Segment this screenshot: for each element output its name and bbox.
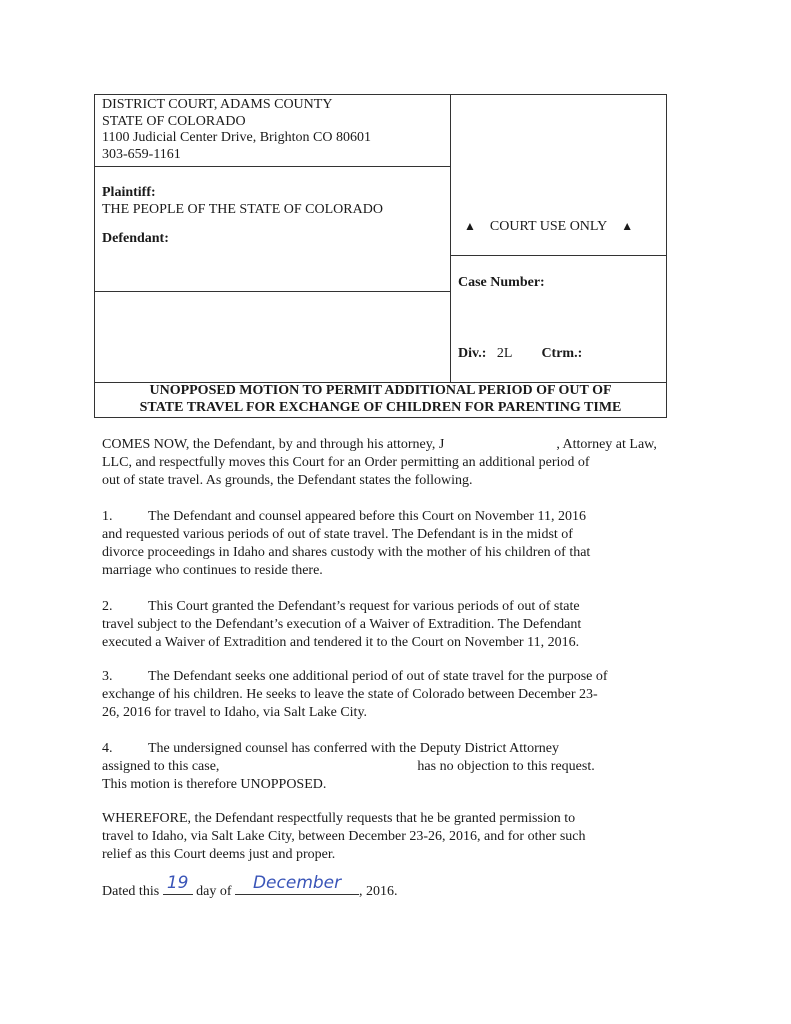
text-line: LLC, and respectfully moves this Court for an Order permitting an additional period of xyxy=(102,455,590,470)
intro-text: , Attorney at Law, xyxy=(556,437,657,452)
plaintiff-name: THE PEOPLE OF THE STATE OF COLORADO xyxy=(102,202,383,217)
handwritten-day: 19 xyxy=(166,873,189,893)
motion-title xyxy=(94,383,667,416)
paragraph-number: 1. xyxy=(102,509,113,524)
text-line: relief as this Court deems just and proper. xyxy=(102,847,336,862)
wherefore-paragraph xyxy=(102,810,662,864)
text-line: and requested various periods of out of state travel. The Defendant is in the midst of xyxy=(102,527,573,542)
court-phone: 303-659-1161 xyxy=(102,146,181,162)
defendant-label: Defendant: xyxy=(102,231,169,246)
caption-divider xyxy=(94,166,450,167)
caption-divider xyxy=(94,291,450,292)
paragraph-number: 2. xyxy=(102,599,113,614)
paragraph-3 xyxy=(102,668,662,722)
ctrm-label: Ctrm.: xyxy=(541,346,583,361)
text-line: exchange of his children. He seeks to leave the state of Colorado between December 23- xyxy=(102,687,598,702)
day-blank xyxy=(163,873,193,895)
intro-paragraph xyxy=(102,436,662,490)
text-line xyxy=(102,508,662,526)
paragraph-4 xyxy=(102,740,662,794)
caption-divider xyxy=(450,94,451,383)
court-state: STATE OF COLORADO xyxy=(102,113,246,129)
paragraph-number: 4. xyxy=(102,741,113,756)
paragraph-text: has no objection to this request. xyxy=(417,759,595,774)
text-line: travel to Idaho, via Salt Lake City, between December 23-26, 2016, and for other such xyxy=(102,829,586,844)
text-line: 26, 2016 for travel to Idaho, via Salt Lake City. xyxy=(102,705,368,720)
paragraph-1 xyxy=(102,508,662,580)
court-name: DISTRICT COURT, ADAMS COUNTY xyxy=(102,97,333,112)
text-line: WHEREFORE, the Defendant respectfully requests that he be granted permission to xyxy=(102,811,576,826)
parties xyxy=(102,184,383,247)
div-value: 2L xyxy=(496,346,512,361)
paragraph-text: The Defendant and counsel appeared before this Court on November 11, 2016 xyxy=(148,509,587,524)
text-line: marriage who continues to reside there. xyxy=(102,563,323,578)
triangle-up-icon: ▲ xyxy=(621,219,634,233)
division-line xyxy=(458,346,582,362)
dated-prefix: Dated this xyxy=(102,884,160,899)
dated-middle: day of xyxy=(196,884,232,899)
case-caption xyxy=(94,94,667,418)
text-line: divorce proceedings in Idaho and shares custody with the mother of his children of that xyxy=(102,545,591,560)
paragraph-number: 3. xyxy=(102,669,113,684)
text-line: executed a Waiver of Extradition and tendered it to the Court on November 11, 2016. xyxy=(102,635,580,650)
paragraph-text: This Court granted the Defendant’s request for various periods of out of state xyxy=(148,599,580,614)
triangle-up-icon: ▲ xyxy=(464,219,476,233)
text-line xyxy=(102,668,662,686)
div-label: Div.: xyxy=(458,346,487,361)
case-number-label: Case Number: xyxy=(458,275,545,290)
text-line xyxy=(102,436,662,454)
plaintiff-label: Plaintiff: xyxy=(102,185,156,200)
text-line: out of state travel. As grounds, the Defendant states the following. xyxy=(102,473,473,488)
text-line xyxy=(102,598,662,616)
paragraph-text: The Defendant seeks one additional period of out of state travel for the purpose of xyxy=(148,669,608,684)
motion-title-line: UNOPPOSED MOTION TO PERMIT ADDITIONAL PERIOD OF OUT OF xyxy=(149,383,612,398)
court-use-only-label: COURT USE ONLY xyxy=(489,219,608,234)
intro-text: COMES NOW, the Defendant, by and through his attorney, J xyxy=(102,437,445,452)
court-info xyxy=(102,97,371,163)
text-line: travel subject to the Defendant’s execution of a Waiver of Extradition. The Defendant xyxy=(102,617,582,632)
paragraph-text: assigned to this case, xyxy=(102,759,220,774)
caption-divider xyxy=(450,255,666,256)
court-use-only xyxy=(464,219,654,235)
dated-line xyxy=(102,873,398,900)
dated-suffix: , 2016. xyxy=(359,884,398,899)
paragraph-text: The undersigned counsel has conferred with the Deputy District Attorney xyxy=(148,741,559,756)
handwritten-month: December xyxy=(252,873,342,893)
text-line: This motion is therefore UNOPPOSED. xyxy=(102,777,327,792)
motion-title-line: STATE TRAVEL FOR EXCHANGE OF CHILDREN FOR PARENTING TIME xyxy=(139,399,622,415)
text-line xyxy=(102,758,662,776)
court-address: 1100 Judicial Center Drive, Brighton CO 80601 xyxy=(102,130,371,145)
month-blank xyxy=(235,873,359,895)
text-line xyxy=(102,740,662,758)
paragraph-2 xyxy=(102,598,662,652)
